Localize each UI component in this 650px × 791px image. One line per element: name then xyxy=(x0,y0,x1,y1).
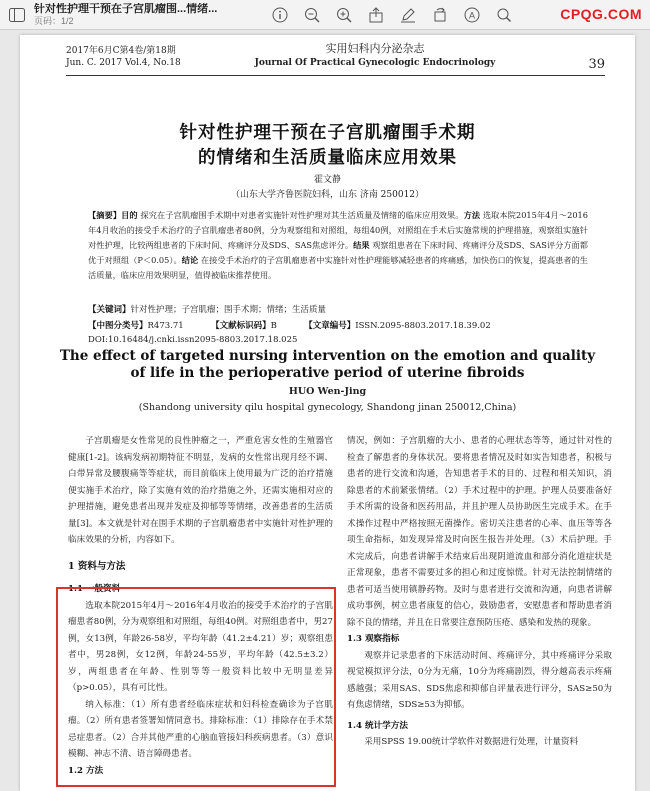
conclusion-label: 结论 xyxy=(181,255,199,265)
accessibility-icon[interactable] xyxy=(461,4,483,26)
keywords-label: 【关键词】 xyxy=(88,305,131,315)
share-icon[interactable] xyxy=(365,4,387,26)
pdf-page xyxy=(20,35,635,791)
abstract-conclusion: 在接受手术治疗的子宫肌瘤患者中实施针对性护理能够减轻患者的疼痛感，加快伤口的恢复，提高患者的生活质量，临床应用效果明显，值得被临床推荐使用。 xyxy=(88,255,588,280)
doccode-value: B xyxy=(270,321,277,331)
articleno-value: ISSN.2095-8803.2017.18.39.02 xyxy=(355,321,491,331)
abstract-label: 【摘要】目的 xyxy=(88,210,138,220)
abstract-method: 选取本院2015年4月～2016年4月收治的接受手术治疗的子宫肌瘤患者80例，分为观察组和对照组，每组40例，对照组在手术后实施常规的护理措施，观察组实施针对性护理，比较两组患者的下床时间、疼痛评分及SDS、SAS焦虑评分。 xyxy=(88,210,588,250)
observation-paragraph: 观察并记录患者的下床活动时间、疼痛评分，其中疼痛评分采取视觉模拟评分法，0分为无痛，10分为疼痛剧烈，得分越高表示疼痛感越强；采用SAS、SDS焦虑和抑郁自评量表进行评分，SAS≥50为有焦虑情绪，SDS≥53为抑郁。 xyxy=(347,650,612,710)
title-cn-line2: 的情绪和生活质量临床应用效果 xyxy=(198,148,457,168)
issue-cn: 2017年6月C第4卷/第18期 xyxy=(66,46,176,56)
doi: DOI:10.16484/j.cnki.issn2095-8803.2017.18.025 xyxy=(88,335,298,345)
annotate-icon[interactable] xyxy=(397,4,419,26)
clc-value: R473.71 xyxy=(147,321,184,331)
page-number: 39 xyxy=(588,57,605,72)
viewer-toolbar xyxy=(0,0,650,30)
journal-name xyxy=(240,42,510,70)
rotate-icon[interactable] xyxy=(429,4,451,26)
result-label: 结果 xyxy=(353,240,370,250)
classification-row xyxy=(88,320,588,332)
info-icon[interactable] xyxy=(269,4,291,26)
title-en-line2: of life in the perioperative period of uterine fibroids xyxy=(130,365,525,381)
subsection-heading: 1.1 一般资料 xyxy=(68,584,121,594)
author-cn: 霍文静 xyxy=(313,175,341,185)
keywords-row xyxy=(88,304,326,316)
right-column xyxy=(347,433,612,751)
method-label: 方法 xyxy=(463,210,481,220)
intro-paragraph: 子宫肌瘤是女性常见的良性肿瘤之一，严重危害女性的生殖器官健康[1-2]。该病发病初期特征不明显，发病的女性常出现月经不调、白带异常及腰腹痛等等症状，而目前临床上使用最为广泛的治疗措施便实施手术治疗，除了实施有效的治疗措施之外，还需实施相对应的护理措施，避免患者出现并发症及抑郁等等情绪，改善患者的生活质量[3]。本文就是针对在围手术期的子宫肌瘤患者中实施针对性护理的临床效果的分析，内容如下。 xyxy=(68,436,333,545)
document-info xyxy=(34,3,249,27)
journal-en: Journal Of Practical Gynecologic Endocrinology xyxy=(254,58,496,68)
zoom-in-icon[interactable] xyxy=(333,4,355,26)
abstract xyxy=(88,208,588,283)
section-heading: 1 资料与方法 xyxy=(68,560,126,572)
affiliation-cn: （山东大学齐鲁医院妇科，山东 济南 250012） xyxy=(230,190,425,200)
stats-paragraph: 采用SPSS 19.00统计学软件对数据进行处理，计量资料 xyxy=(364,737,579,747)
keywords: 针对性护理；子宫肌瘤；围手术期；情绪；生活质量 xyxy=(130,305,327,315)
articleno-label: 【文章编号】 xyxy=(304,321,356,331)
highlight-annotation xyxy=(56,587,336,787)
svg-text:A: A xyxy=(468,10,476,20)
clc-label: 【中图分类号】 xyxy=(88,321,148,331)
affiliation-en: (Shandong university qilu hospital gynecology, Shandong jinan 250012,China) xyxy=(138,402,517,413)
subsection-heading-observation: 1.3 观察指标 xyxy=(347,634,400,644)
sidebar-icon[interactable] xyxy=(6,4,28,26)
search-icon[interactable] xyxy=(493,4,515,26)
issue-info xyxy=(66,45,181,69)
issue-en: Jun. C. 2017 Vol.4, No.18 xyxy=(66,58,181,68)
watermark-logo: CPQG.COM xyxy=(560,6,642,22)
nursing-paragraph: 情况，例如：子宫肌瘤的大小、患者的心理状态等等，通过针对性的检查了解患者的身体状况。要将患者情况及时如实告知患者，积极与患者的进行交流和沟通，告知患者手术的目的、过程和相关知识，消除患者的术前紧张情绪。（2）手术过程中的护理。护理人员要准备好手术所需的设备和医药用品，并且护理人员协助医生完成手术。在手术操作过程中严格按照无菌操作。密切关注患者的心率、血压等等各项生命指标，如发现异常及时向医生报告并处理。（3）术后护理。手术完成后，向患者讲解手术结束后出现阴道流血和部分消化道症状是正常现象，患者不需要过多的担心和过度惊慌。针对无法控制情绪的患者可适当使用镇静药物。及时与患者进行交流和沟通，向患者讲解成功事例，树立患者康复的信心，鼓励患者，安慰患者和帮助患者消除不良的情绪，并且在日常要注意预防压疮、感染和发热的现象。 xyxy=(347,436,612,628)
title-en-line1: The effect of targeted nursing intervention on the emotion and quality xyxy=(59,348,596,364)
abstract-objective: 探究在子宫肌瘤围手术期中对患者实施针对性护理对其生活质量及情绪的临床应用效果。 xyxy=(137,210,464,220)
journal-cn: 实用妇科内分泌杂志 xyxy=(325,42,425,55)
document-title: 针对性护理干预在子宫肌瘤围...情绪... xyxy=(34,2,218,15)
zoom-out-icon[interactable] xyxy=(301,4,323,26)
header-rule xyxy=(66,75,605,76)
page-indicator: 页码：1/2 xyxy=(34,15,74,26)
criteria-paragraph: 纳入标准：（1）所有患者经临床症状和妇科检查确诊为子宫肌瘤。（2）所有患者签署知情同意书。排除标准：（1）排除存在手术禁忌症患者。（2）合并其他严重的心脑血管接妇科疾病患者。（3）意识模糊、神志不清、语言障碍患者。 xyxy=(68,699,333,759)
abstract-result: 观察组患者在下床时间、疼痛评分及SDS、SAS评分方面都优于对照组（P＜0.05）。 xyxy=(88,240,588,265)
doccode-label: 【文献标识码】 xyxy=(211,321,271,331)
general-info-paragraph: 选取本院2015年4月～2016年4月收治的接受手术治疗的子宫肌瘤患者80例，分为观察组和对照组，每组40例。对照组患者中，男27例，女13例，年龄26-58岁，平均年龄（41.2±4.21）岁；观察组患者中，男28例，女12例，年龄24-55岁，平均年龄（42.5±3.2）岁，两组患者在年龄、性别等等一般资料比较中无明显差异（p>0.05），具有可比性。 xyxy=(68,600,333,693)
author-en: HUO Wen-Jing xyxy=(288,386,367,397)
subsection-heading-stats: 1.4 统计学方法 xyxy=(347,720,408,731)
subsection-heading-methods: 1.2 方法 xyxy=(68,765,104,776)
title-cn-line1: 针对性护理干预在子宫肌瘤围手术期 xyxy=(179,123,476,143)
